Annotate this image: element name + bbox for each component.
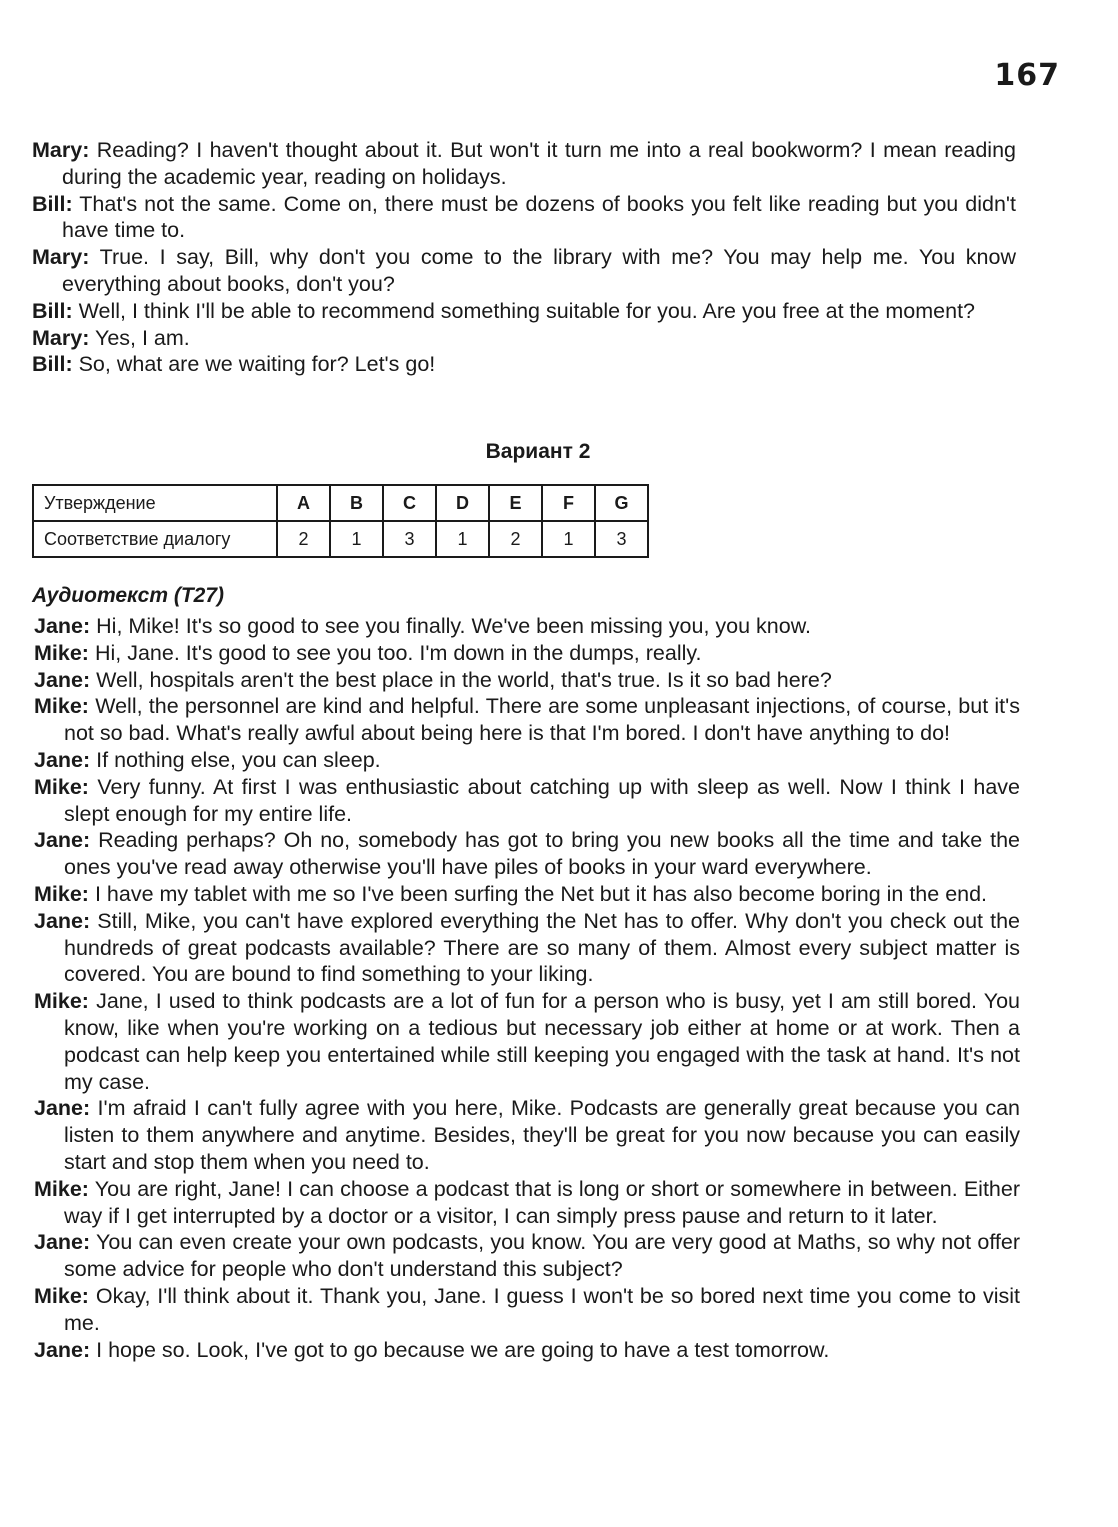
line-text: That's not the same. Come on, there must be dozens of books you felt like reading but you didn't have time to. xyxy=(62,191,1016,243)
line-text: Well, I think I'll be able to recommend something suitable for you. Are you free at the moment? xyxy=(78,298,976,323)
letter-cell: D xyxy=(436,485,489,521)
dialogue-line xyxy=(34,1095,1020,1175)
answer-cell: 3 xyxy=(595,521,648,557)
letter-cell: F xyxy=(542,485,595,521)
speaker-name: Mary: xyxy=(32,325,90,350)
answer-cell: 2 xyxy=(277,521,330,557)
line-text: True. I say, Bill, why don't you come to the library with me? You may help me. You know everything about books, don't you? xyxy=(62,245,1016,296)
variant-title: Вариант 2 xyxy=(485,440,591,463)
answer-cell: 1 xyxy=(330,521,383,557)
letter-cell: E xyxy=(489,485,542,521)
speaker-name: Jane: xyxy=(34,1337,91,1362)
dialogue-line xyxy=(32,244,1016,298)
dialogue-line xyxy=(34,908,1020,988)
line-text: Well, the personnel are kind and helpful. There are some unpleasant injections, of course, but it's not so bad. What's really awful about being here is that I'm bored. I don't have anything to do! xyxy=(64,694,1020,746)
speaker-name: Mike: xyxy=(34,1283,89,1308)
answer-table xyxy=(32,484,649,558)
speaker-name: Jane: xyxy=(34,1096,91,1121)
speaker-name: Jane: xyxy=(34,614,91,638)
speaker-name: Mike: xyxy=(34,694,89,719)
speaker-name: Mike: xyxy=(34,989,89,1014)
letter-cell: B xyxy=(330,485,383,521)
dialogue-line xyxy=(32,325,1016,352)
line-text: You are right, Jane! I can choose a podcast that is long or short or somewhere in between. Either way if I get interrupted by a doctor or a visitor, I can simply press pause and return to it later. xyxy=(64,1176,1020,1228)
dialogue-line xyxy=(34,988,1020,1095)
dialogue-line xyxy=(34,1283,1020,1337)
speaker-name: Bill: xyxy=(32,352,73,377)
dialogue-line xyxy=(34,640,1020,667)
dialogue-mary-bill xyxy=(32,137,1016,378)
speaker-name: Bill: xyxy=(32,298,73,323)
dialogue-line xyxy=(32,137,1016,191)
line-text: Okay, I'll think about it. Thank you, Jane. I guess I won't be so bored next time you come to visit me. xyxy=(64,1283,1020,1335)
speaker-name: Mary: xyxy=(32,245,90,270)
letter-cell: C xyxy=(383,485,436,521)
dialogue-line xyxy=(32,351,1016,378)
speaker-name: Jane: xyxy=(34,1230,91,1255)
line-text: Very funny. At first I was enthusiastic about catching up with sleep as well. Now I think I have slept enough for my entire life. xyxy=(64,774,1020,826)
dialogue-line xyxy=(34,667,1020,694)
line-text: Reading? I haven't thought about it. But won't it turn me into a real bookworm? I mean reading during the academic year, reading on holidays. xyxy=(62,138,1016,189)
answer-cell: 3 xyxy=(383,521,436,557)
dialogue-line xyxy=(34,747,1020,774)
speaker-name: Jane: xyxy=(34,747,91,772)
answer-cell: 2 xyxy=(489,521,542,557)
line-text: If nothing else, you can sleep. xyxy=(96,747,381,772)
speaker-name: Mike: xyxy=(34,774,89,799)
line-text: Jane, I used to think podcasts are a lot of fun for a person who is busy, yet I am still bored. You know, like when you're working on a tedious but necessary job either at home or at work. Then a podcast can help keep you entertained while still keeping you engaged with the task at hand. It's not my case. xyxy=(64,989,1020,1094)
table-row xyxy=(33,485,648,521)
dialogue-line xyxy=(34,693,1020,747)
speaker-name: Jane: xyxy=(34,828,91,853)
page-number: 167 xyxy=(994,58,1060,93)
line-text: You can even create your own podcasts, you know. You are very good at Maths, so why not offer some advice for people who don't understand this subject? xyxy=(64,1230,1020,1282)
table-row xyxy=(33,521,648,557)
dialogue-line xyxy=(34,1337,1020,1364)
dialogue-line xyxy=(34,881,1020,908)
dialogue-line xyxy=(32,298,1016,325)
dialogue-line xyxy=(32,191,1016,245)
speaker-name: Jane: xyxy=(34,908,91,933)
dialogue-line xyxy=(34,774,1020,828)
speaker-name: Mary: xyxy=(32,138,90,162)
speaker-name: Bill: xyxy=(32,191,73,216)
line-text: Yes, I am. xyxy=(94,325,190,350)
line-text: I'm afraid I can't fully agree with you here, Mike. Podcasts are generally great because you can listen to them anywhere and anytime. Besides, they'll be great for you now because you can easily start and stop them when you need to. xyxy=(64,1096,1020,1174)
letter-cell: G xyxy=(595,485,648,521)
dialogue-line xyxy=(34,1176,1020,1230)
line-text: Reading perhaps? Oh no, somebody has got to bring you new books all the time and take the ones you've read away otherwise you'll have piles of books in your ward everywhere. xyxy=(64,828,1020,880)
line-text: Hi, Jane. It's good to see you too. I'm down in the dumps, really. xyxy=(94,640,702,665)
speaker-name: Mike: xyxy=(34,881,89,906)
line-text: I hope so. Look, I've got to go because we are going to have a test tomorrow. xyxy=(96,1337,830,1362)
row-label-match: Соответствие диалогу xyxy=(33,521,277,557)
speaker-name: Jane: xyxy=(34,667,91,692)
speaker-name: Mike: xyxy=(34,1176,89,1201)
dialogue-jane-mike xyxy=(34,613,1020,1363)
letter-cell: A xyxy=(277,485,330,521)
line-text: So, what are we waiting for? Let's go! xyxy=(78,352,436,377)
line-text: Hi, Mike! It's so good to see you finally. We've been missing you, you know. xyxy=(96,614,812,638)
answer-cell: 1 xyxy=(542,521,595,557)
speaker-name: Mike: xyxy=(34,640,89,665)
line-text: I have my tablet with me so I've been surfing the Net but it has also become boring in the end. xyxy=(94,881,988,906)
line-text: Still, Mike, you can't have explored everything the Net has to offer. Why don't you check out the hundreds of great podcasts available? There are so many of them. Almost every subject matter is covered. You are bound to find something to your liking. xyxy=(64,908,1020,987)
line-text: Well, hospitals aren't the best place in the world, that's true. Is it so bad here? xyxy=(96,667,832,692)
row-label-statement: Утверждение xyxy=(33,485,277,521)
answer-cell: 1 xyxy=(436,521,489,557)
dialogue-line xyxy=(34,827,1020,881)
audio-heading: Аудиотекст (Т27) xyxy=(32,584,225,607)
dialogue-line xyxy=(34,1229,1020,1283)
dialogue-line xyxy=(34,613,1020,640)
